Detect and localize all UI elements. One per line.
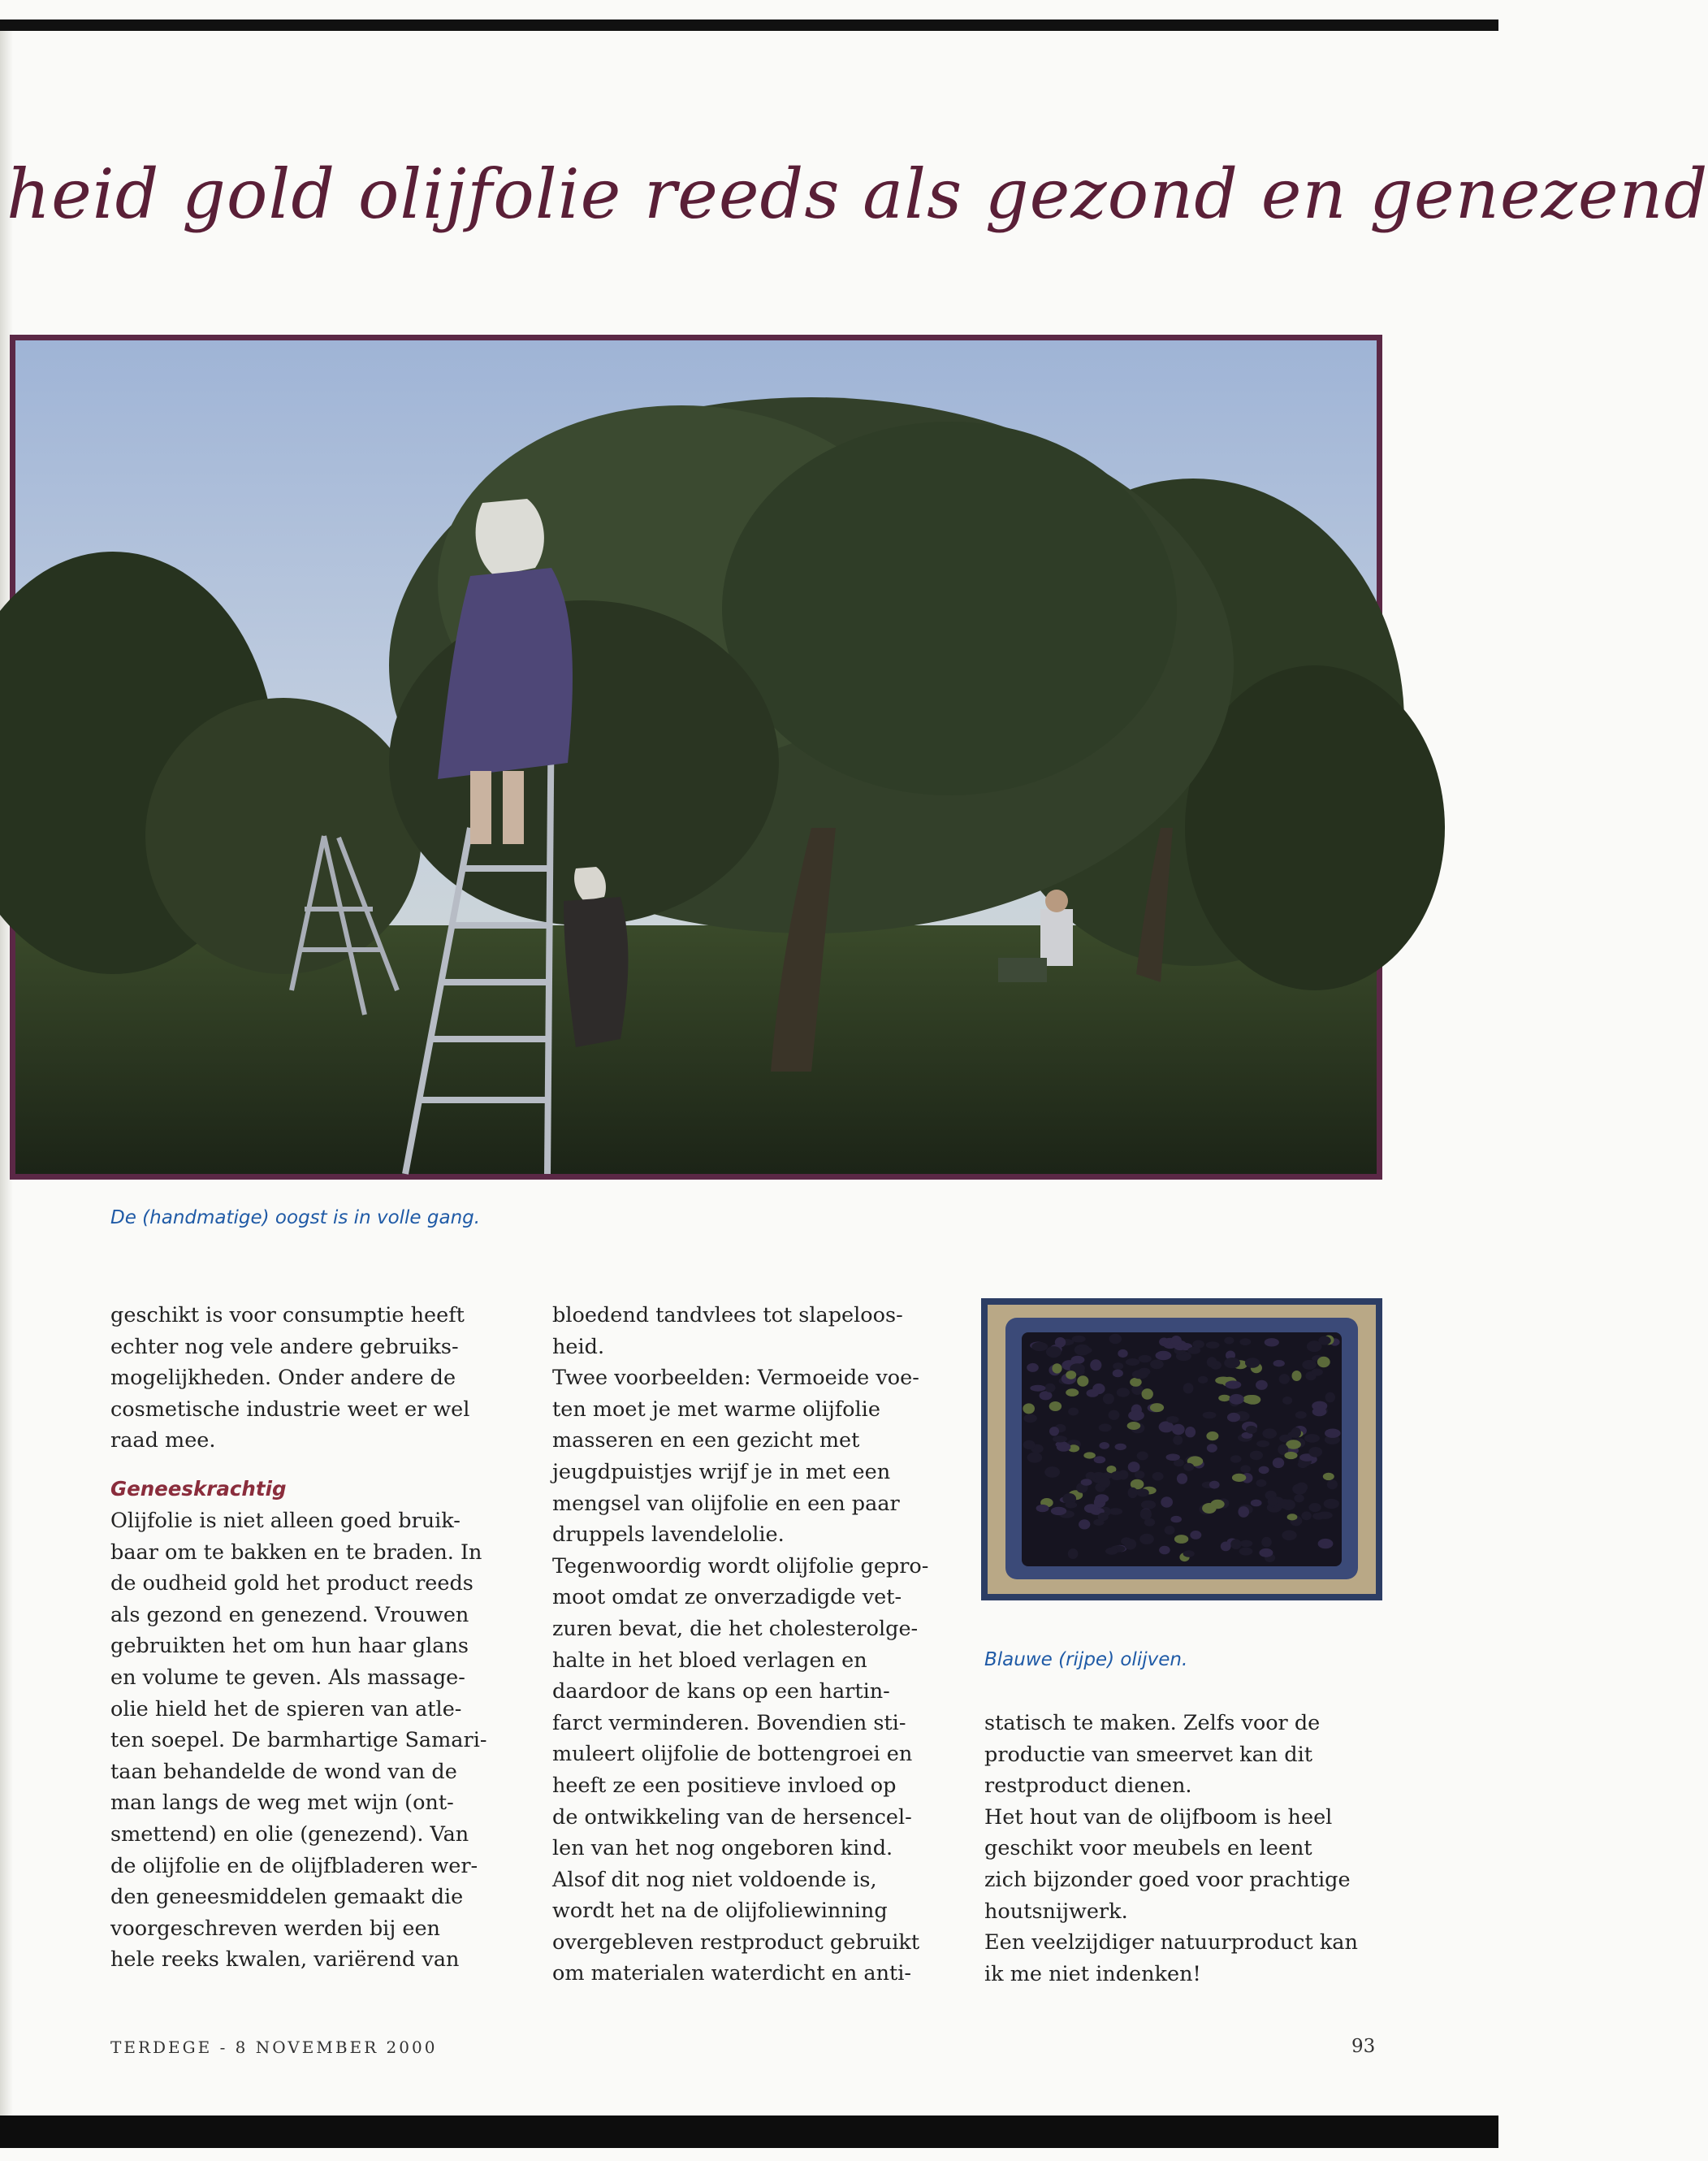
column3-line: ik me niet indenken! bbox=[984, 1961, 1201, 1986]
column1-line: ten soepel. De barmhartige Samari- bbox=[110, 1728, 487, 1753]
column2-line: om materialen waterdicht en anti- bbox=[552, 1961, 912, 1986]
page-headline: heid gold olijfolie reeds als gezond en genezend bbox=[6, 154, 1708, 234]
column2-line: druppels lavendelolie. bbox=[552, 1522, 785, 1548]
column2-line: heid. bbox=[552, 1334, 605, 1359]
column1-line: cosmetische industrie weet er wel bbox=[110, 1397, 470, 1422]
column2-line: heeft ze een positieve invloed op bbox=[552, 1773, 897, 1798]
column1-line: voorgeschreven werden bij een bbox=[110, 1916, 440, 1941]
column2-line: wordt het na de olijfoliewinning bbox=[552, 1899, 888, 1924]
bottom-rule bbox=[0, 2116, 1498, 2148]
column2-line: bloedend tandvlees tot slapeloos- bbox=[552, 1303, 903, 1327]
column3-line: productie van smeervet kan dit bbox=[984, 1742, 1313, 1767]
text-column-3 bbox=[984, 1708, 1407, 1990]
section-subheading: Geneeskrachtig bbox=[110, 1476, 287, 1501]
column1-line: olie hield het de spieren van atle- bbox=[110, 1696, 462, 1721]
column1-line: hele reeks kwalen, variërend van bbox=[110, 1947, 460, 1973]
column3-line: zich bijzonder goed voor prachtige bbox=[984, 1867, 1351, 1892]
column1-line: den geneesmiddelen gemaakt die bbox=[110, 1885, 464, 1910]
olive-harvest-photo bbox=[10, 335, 1382, 1180]
column1-line: echter nog vele andere gebruiks- bbox=[110, 1334, 459, 1359]
column2-line: ten moet je met warme olijfolie bbox=[552, 1397, 880, 1422]
column2-line: de ontwikkeling van de hersencel- bbox=[552, 1804, 912, 1830]
column2-line: moot omdat ze onverzadigde vet- bbox=[552, 1585, 902, 1610]
column3-line: houtsnijwerk. bbox=[984, 1899, 1128, 1924]
text-column-1 bbox=[110, 1300, 533, 1976]
column1-line: en volume te geven. Als massage- bbox=[110, 1665, 465, 1690]
column2-line: jeugdpuistjes wrijf je in met een bbox=[552, 1459, 891, 1484]
column1-line: raad mee. bbox=[110, 1428, 216, 1453]
column2-line: overgebleven restproduct gebruikt bbox=[552, 1929, 920, 1955]
column3-line: restproduct dienen. bbox=[984, 1773, 1192, 1799]
column2-line: mengsel van olijfolie en een paar bbox=[552, 1491, 900, 1516]
column2-line: daardoor de kans op een hartin- bbox=[552, 1679, 890, 1704]
column1-line: gebruikten het om hun haar glans bbox=[110, 1634, 469, 1659]
column1-line: smettend) en olie (genezend). Van bbox=[110, 1821, 469, 1847]
olive-crate-photo bbox=[981, 1298, 1382, 1600]
top-rule bbox=[0, 19, 1498, 31]
column1-line: geschikt is voor consumptie heeft bbox=[110, 1303, 465, 1327]
column2-line: Alsof dit nog niet voldoende is, bbox=[552, 1867, 877, 1892]
column2-line: muleert olijfolie de bottengroei en bbox=[552, 1742, 913, 1767]
column3-line: statisch te maken. Zelfs voor de bbox=[984, 1711, 1321, 1735]
column2-line: masseren en een gezicht met bbox=[552, 1428, 860, 1453]
column1-line: als gezond en genezend. Vrouwen bbox=[110, 1602, 469, 1627]
column2-line: halte in het bloed verlagen en bbox=[552, 1648, 867, 1673]
column3-line: Het hout van de olijfboom is heel bbox=[984, 1804, 1333, 1830]
main-photo-caption: De (handmatige) oogst is in volle gang. bbox=[110, 1207, 481, 1228]
column2-line: Twee voorbeelden: Vermoeide voe- bbox=[552, 1366, 919, 1391]
column1-line: man langs de weg met wijn (ont- bbox=[110, 1791, 454, 1816]
page-number: 93 bbox=[1351, 2036, 1376, 2057]
column1-line: Olijfolie is niet alleen goed bruik- bbox=[110, 1508, 461, 1533]
column2-line: len van het nog ongeboren kind. bbox=[552, 1836, 893, 1861]
column1-line: de olijfolie en de olijfbladeren wer- bbox=[110, 1853, 478, 1878]
column2-line: farct verminderen. Bovendien sti- bbox=[552, 1710, 906, 1735]
column2-line: zuren bevat, die het cholesterolge- bbox=[552, 1616, 919, 1641]
column3-line: Een veelzijdiger natuurproduct kan bbox=[984, 1930, 1358, 1955]
olive-crate-illustration bbox=[988, 1305, 1376, 1594]
column3-line: geschikt voor meubels en leent bbox=[984, 1836, 1312, 1861]
column2-line: Tegenwoordig wordt olijfolie gepro- bbox=[552, 1553, 929, 1579]
olive-harvest-illustration bbox=[15, 340, 1377, 1174]
column1-line: taan behandelde de wond van de bbox=[110, 1759, 457, 1784]
publication-footer: TERDEGE - 8 NOVEMBER 2000 bbox=[110, 2038, 438, 2057]
column1-line: baar om te bakken en te braden. In bbox=[110, 1540, 482, 1565]
small-photo-caption: Blauwe (rijpe) olijven. bbox=[984, 1649, 1188, 1670]
column1-line: mogelijkheden. Onder andere de bbox=[110, 1366, 456, 1391]
text-column-2 bbox=[552, 1300, 975, 1990]
column1-line: de oudheid gold het product reeds bbox=[110, 1571, 473, 1596]
